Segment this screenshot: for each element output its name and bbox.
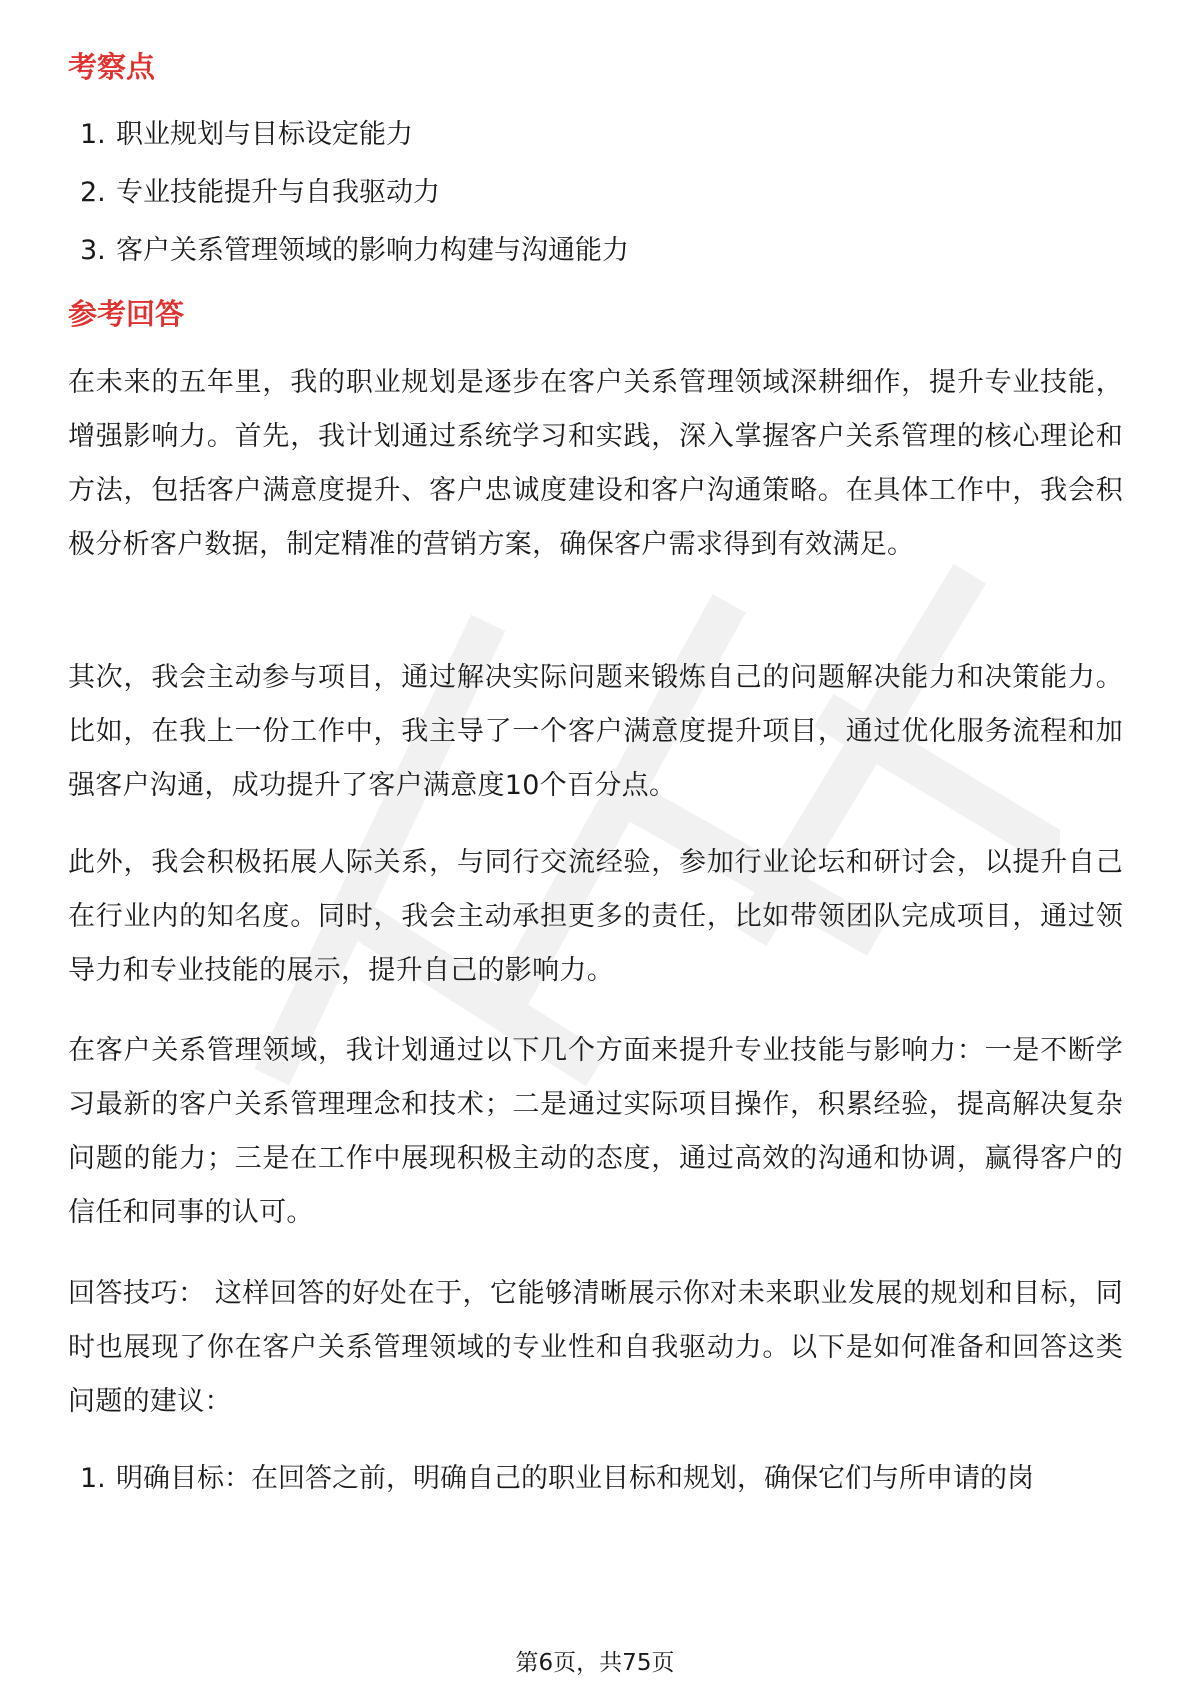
points-list xyxy=(80,106,629,280)
list-item-text: 明确目标：在回答之前，明确自己的职业目标和规划，确保它们与所申请的岗 xyxy=(116,1463,1034,1494)
list-item xyxy=(80,164,629,222)
list-item xyxy=(80,106,629,164)
answer-paragraph-4: 在客户关系管理领域，我计划通过以下几个方面来提升专业技能与影响力：一是不断学习最新的客户关系管理理念和技术；二是通过实际项目操作，积累经验，提高解决复杂问题的能力；三是在工作中展现积极主动的态度，通过高效的沟通和协调，赢得客户的信任和同事的认可。 xyxy=(68,1035,1123,1228)
answer-heading: 参考回答 xyxy=(68,297,185,331)
page-footer: 第6页，共75页 xyxy=(515,1650,675,1676)
list-item-number: 1. xyxy=(80,119,106,150)
list-item-text: 客户关系管理领域的影响力构建与沟通能力 xyxy=(116,235,629,266)
list-item-number: 1. xyxy=(80,1463,106,1494)
tips-list xyxy=(80,1450,1034,1508)
points-heading: 考察点 xyxy=(68,50,156,84)
list-item-text: 专业技能提升与自我驱动力 xyxy=(116,177,440,208)
answer-paragraph-1: 在未来的五年里，我的职业规划是逐步在客户关系管理领域深耕细作，提升专业技能，增强影响力。首先，我计划通过系统学习和实践，深入掌握客户关系管理的核心理论和方法，包括客户满意度提升、客户忠诚度建设和客户沟通策略。在具体工作中，我会积极分析客户数据，制定精准的营销方案，确保客户需求得到有效满足。 xyxy=(68,367,1123,560)
list-item-number: 2. xyxy=(80,177,106,208)
answer-paragraph-3: 此外，我会积极拓展人际关系，与同行交流经验，参加行业论坛和研讨会，以提升自己在行业内的知名度。同时，我会主动承担更多的责任，比如带领团队完成项目，通过领导力和专业技能的展示，提升自己的影响力。 xyxy=(68,847,1123,986)
list-item-text: 职业规划与目标设定能力 xyxy=(116,119,413,150)
list-item xyxy=(80,222,629,280)
list-item-number: 3. xyxy=(80,235,106,266)
answer-paragraph-2: 其次，我会主动参与项目，通过解决实际问题来锻炼自己的问题解决能力和决策能力。比如，在我上一份工作中，我主导了一个客户满意度提升项目，通过优化服务流程和加强客户沟通，成功提升了客户满意度10个百分点。 xyxy=(68,662,1123,801)
answer-tips-paragraph: 回答技巧： 这样回答的好处在于，它能够清晰展示你对未来职业发展的规划和目标，同时也展现了你在客户关系管理领域的专业性和自我驱动力。以下是如何准备和回答这类问题的建议： xyxy=(68,1278,1123,1417)
list-item xyxy=(80,1450,1034,1508)
